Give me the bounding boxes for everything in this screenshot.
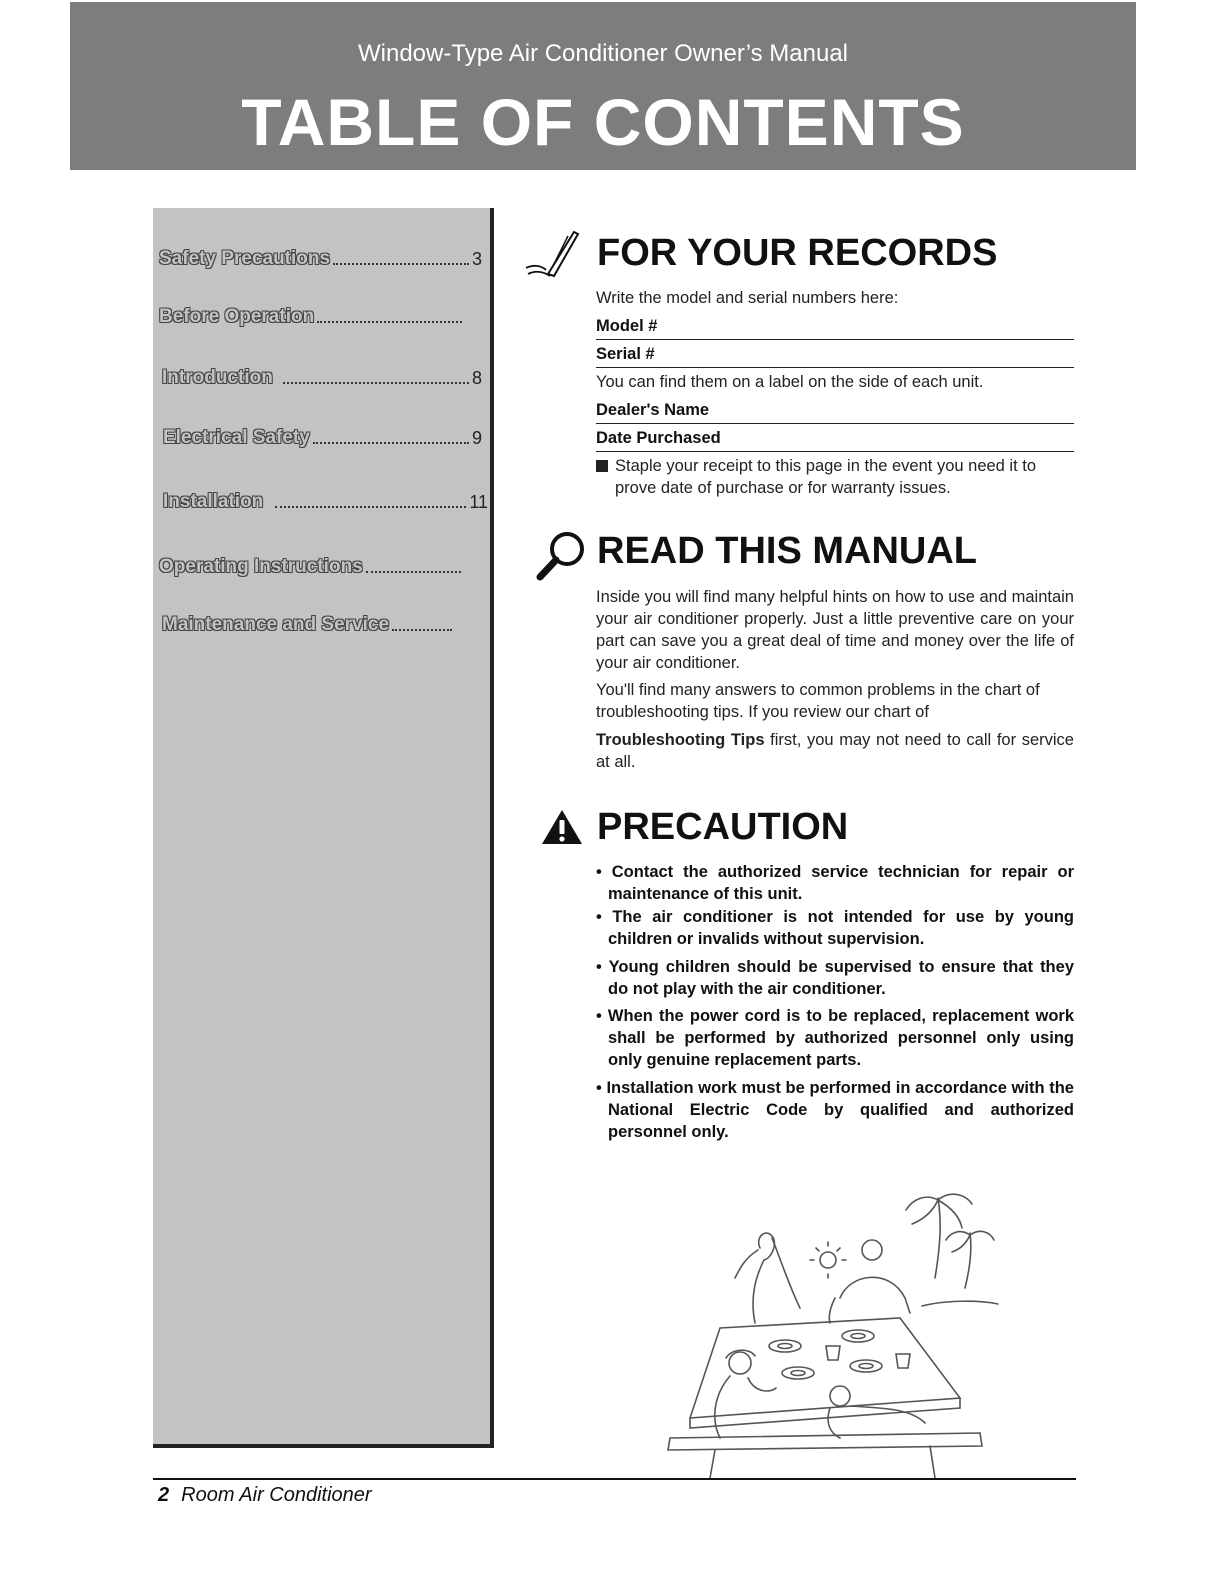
square-bullet-icon xyxy=(596,460,608,472)
precaution-item: • Installation work must be performed in accordance with the National Electric Code by qualified and authorized personnel only. xyxy=(596,1079,1074,1141)
magnifier-icon xyxy=(534,530,590,582)
records-intro: Write the model and serial numbers here: xyxy=(596,289,899,307)
label-note: You can find them on a label on the side of each unit. xyxy=(596,373,984,391)
manual-paragraph-3 xyxy=(596,729,1074,773)
toc-panel xyxy=(153,208,494,1448)
toc-leader xyxy=(317,321,462,323)
page-footer xyxy=(158,1484,372,1507)
toc-page-number: 8 xyxy=(471,368,482,388)
date-purchased-field[interactable] xyxy=(596,424,1074,452)
troubleshooting-tips-term: Troubleshooting Tips xyxy=(596,731,765,749)
dealer-field[interactable] xyxy=(596,396,1074,424)
header-banner xyxy=(70,2,1136,170)
toc-item-installation[interactable] xyxy=(163,489,488,513)
toc-label: Operating Instructions xyxy=(159,556,363,577)
model-field[interactable] xyxy=(596,312,1074,340)
staple-note-block xyxy=(596,455,1074,499)
manual-paragraph-3-rest: first, you may not need to call for service at all. xyxy=(596,731,1074,771)
toc-label: Before Operation xyxy=(159,306,315,327)
staple-note: Staple your receipt to this page in the event you need it to prove date of purchase or for warranty issues. xyxy=(615,457,1037,497)
toc-label: Installation xyxy=(163,491,264,512)
page-number: 2 xyxy=(158,1484,170,1506)
family-picnic-illustration xyxy=(660,1188,1000,1478)
toc-label: Electrical Safety xyxy=(163,427,310,448)
toc-page-number: 3 xyxy=(471,249,482,269)
toc-page-number: 11 xyxy=(469,492,488,512)
date-label: Date Purchased xyxy=(596,429,721,447)
manual-title: READ THIS MANUAL xyxy=(597,530,977,572)
toc-leader xyxy=(366,571,461,573)
footer-text: Room Air Conditioner xyxy=(181,1484,372,1506)
toc-leader xyxy=(275,506,466,508)
precaution-item: • Contact the authorized service technician for repair or maintenance of this unit. xyxy=(596,863,1074,903)
page-title: TABLE OF CONTENTS xyxy=(241,85,965,159)
dealer-label: Dealer's Name xyxy=(596,401,710,419)
toc-item-before-operation[interactable] xyxy=(159,304,482,328)
records-title: FOR YOUR RECORDS xyxy=(597,232,998,274)
toc-label: Safety Precautions xyxy=(159,248,331,269)
manual-paragraph-1: Inside you will find many helpful hints on how to use and maintain your air conditioner properly. Just a little preventive care on your part can save you a great deal of time and money over the life of your air conditioner. xyxy=(596,588,1074,672)
footer-rule xyxy=(153,1478,1076,1480)
toc-item-safety-precautions[interactable] xyxy=(159,246,482,270)
serial-label: Serial # xyxy=(596,345,655,363)
manual-paragraph-2: You'll find many answers to common problems in the chart of troubleshooting tips. If you review our chart of xyxy=(596,681,1040,721)
toc-label: Maintenance and Service xyxy=(162,614,390,635)
precaution-item: • When the power cord is to be replaced, replacement work shall be performed by authorized personnel only using only genuine replacement parts. xyxy=(596,1007,1074,1069)
toc-leader xyxy=(313,442,469,444)
manual-subtitle: Window-Type Air Conditioner Owner’s Manual xyxy=(358,40,848,67)
precaution-item: • Young children should be supervised to ensure that they do not play with the air conditioner. xyxy=(596,958,1074,998)
toc-item-introduction[interactable] xyxy=(162,365,482,389)
toc-page-number: 9 xyxy=(471,428,482,448)
toc-label: Introduction xyxy=(162,367,273,388)
warning-icon xyxy=(540,808,584,846)
model-label: Model # xyxy=(596,317,658,335)
toc-leader xyxy=(333,263,469,265)
toc-leader xyxy=(283,382,469,384)
serial-field[interactable] xyxy=(596,340,1074,368)
toc-item-maintenance-and-service[interactable] xyxy=(162,612,482,636)
toc-item-electrical-safety[interactable] xyxy=(163,425,482,449)
toc-item-operating-instructions[interactable] xyxy=(159,554,482,578)
pen-icon xyxy=(524,228,584,280)
toc-leader xyxy=(392,629,452,631)
precaution-title: PRECAUTION xyxy=(597,806,849,848)
precaution-item: • The air conditioner is not intended for use by young children or invalids without supervision. xyxy=(596,908,1074,948)
